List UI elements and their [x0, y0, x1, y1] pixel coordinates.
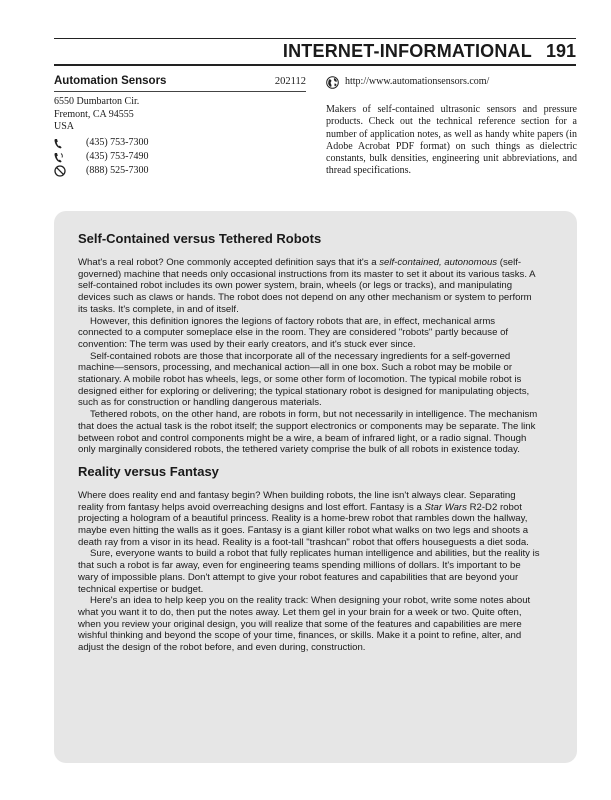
sidebar-heading: Self-Contained versus Tethered Robots — [78, 231, 322, 246]
paragraph: Sure, everyone wants to build a robot that fully replicates human intelligence and abilities, but the reality is that such a robot is far away, even for engineering teams spending millions of dollars. It's important to be wary of impossible plans. Don't attempt to give your robot features and capabilities that are beyond your technical expertise or budget. — [78, 548, 540, 595]
company-name: Automation Sensors — [54, 75, 167, 87]
running-header — [54, 39, 576, 63]
phone-row — [54, 136, 149, 150]
sidebar-heading: Reality versus Fantasy — [78, 463, 219, 479]
phone-icon — [54, 138, 74, 149]
section-title: INTERNET-INFORMATIONAL — [282, 41, 532, 61]
fax-icon — [54, 152, 74, 163]
phone-number: (435) 753-7300 — [86, 137, 149, 148]
address-line: Fremont, CA 94555 — [54, 108, 134, 120]
website-row — [326, 75, 489, 89]
fax-number: (435) 753-7490 — [86, 151, 149, 162]
entry-code: 202112 — [274, 76, 306, 87]
sidebar-box — [54, 211, 577, 763]
page-number: 191 — [545, 41, 576, 61]
toll-free-number: (888) 525-7300 — [86, 165, 149, 176]
website-link[interactable]: http://www.automationsensors.com/ — [345, 76, 490, 87]
header-rule — [54, 64, 576, 66]
tollfree-row — [54, 164, 149, 178]
sidebar-content — [78, 231, 540, 654]
paragraph: Where does reality end and fantasy begin? When building robots, the line isn't always clear. Separating reality from fantasy helps avoid overreaching designs and lost effort. Fantasy is a Star Wars R2-D2 robot projecting a hologram of a beautiful princess. Reality is a home-brew robot that rambles down the hallway, maybe even hitting the walls as it goes. Fantasy is a giant killer robot what walks on two legs and shoots a death ray from a visor in its head. Reality is a foot-tall "trashcan" robot that offers houseguests a diet soda. — [78, 489, 529, 548]
toll-free-icon — [54, 165, 74, 177]
company-address — [54, 96, 139, 134]
paragraph: Self-contained robots are those that incorporate all of the necessary ingredients for a self-governed machine—sensors, processing, and mechanical action—all in one box. Such a robot may be mobile or stationary. A mobile robot has wheels, legs, or some other form of locomotion. The typical mobile robot is designed either for exploring or delivering; the typical stationary robot is designed for manipulating objects, such as for construction or handling dangerous materials. — [78, 350, 530, 409]
address-line: 6550 Dumbarton Cir. — [54, 96, 140, 107]
address-line: USA — [54, 121, 75, 132]
paragraph: What's a real robot? One commonly accepted definition says that it's a self-contained, autonomous (self-governed) machine that needs only occasional instructions from its master to set it about its various tasks. A self-contained robot includes its own power system, brain, wheels (or legs or tracks), and manipulating devices such as claws or hands. The robot does not depend on any other mechanism or system to perform its tasks. It's complete, in and of itself. — [78, 257, 535, 315]
globe-icon — [326, 76, 339, 89]
company-description: Makers of self-contained ultrasonic sensors and pressure products. Check out the technical reference section for a number of application notes, as well as handy white papers (in Adobe Acrobat PDF format) on such things as dielectric constants, bulk densities, engineering unit abbreviations, and thread specifications. — [326, 104, 577, 177]
paragraph: Tethered robots, on the other hand, are robots in form, but not necessarily in intelligence. The mechanism that does the actual task is the robot itself; the support electronics or components may be separate. The link between robot and control components might be a wire, a beam of infrared light, or a radio signal. Though only marginally considered robots, the tethered variety comprise the bulk of all robots in existence today. — [78, 409, 538, 456]
paragraph: However, this definition ignores the legions of factory robots that are, in effect, mechanical arms connected to a computer someplace else in the room. They are considered "robots" partly because of convention: The term was used by their early creators, and it's stuck ever since. — [78, 315, 509, 350]
entry-rule — [54, 91, 306, 92]
fax-row — [54, 150, 149, 164]
paragraph: Here's an idea to help keep you on the reality track: When designing your robot, write some notes about what you want it to do, then put the notes away. Let them gel in your brain for a week or two. Quite often, when you review your original design, you will realize that some of the features and capabilities are mere wishful thinking and beyond the scope of your time, finances, or skills. Make it a point to refine, alter, and adjust the design of the robot before, and even during, construction. — [78, 595, 531, 654]
